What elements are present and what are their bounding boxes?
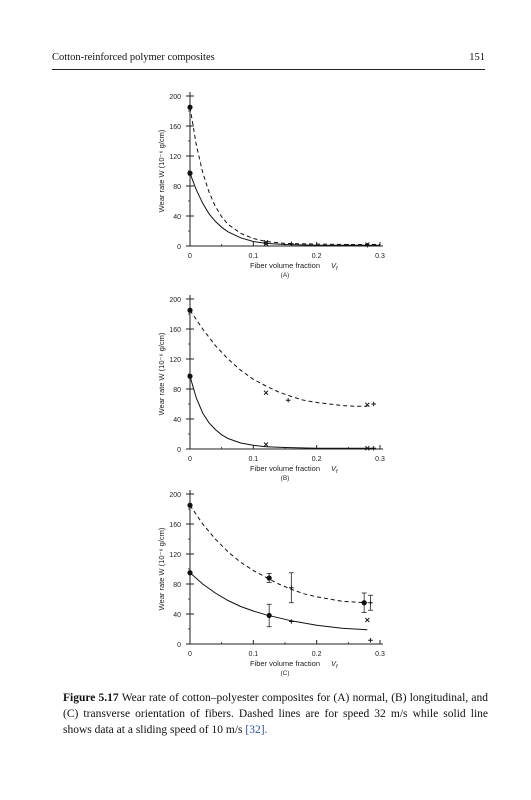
y-tick-label: 0	[177, 244, 181, 251]
y-tick-label: 40	[173, 612, 181, 619]
y-tick-label: 160	[169, 327, 181, 334]
series-line-solid	[190, 173, 380, 245]
data-point-plus	[286, 398, 291, 403]
data-point-plus	[289, 241, 294, 246]
x-tick-label: 0.1	[248, 456, 259, 463]
y-tick-label: 120	[169, 154, 181, 161]
y-tick-label: 80	[173, 184, 181, 191]
caption-text: Wear rate of cotton–polyester composites for (A) normal, (B) longitudinal, and (C) transverse orientation of fibers. Dashed lines are for speed 32 m/s while solid line shows data at a sliding speed of 10 m/s	[63, 692, 488, 736]
x-tick-label: 0.1	[248, 253, 259, 260]
y-tick-label: 200	[169, 492, 181, 499]
x-tick-label: 0	[188, 651, 192, 658]
series-line-solid	[190, 376, 374, 448]
data-point-dot	[187, 105, 192, 110]
y-tick-label: 120	[169, 552, 181, 559]
data-point-cross	[264, 443, 268, 447]
series-line-dashed	[190, 310, 367, 406]
x-axis-label-symbol: V	[331, 464, 337, 473]
x-tick-label: 0.3	[375, 253, 385, 260]
y-tick-label: 160	[169, 124, 181, 131]
data-point-plus	[368, 638, 373, 643]
x-tick-label: 0	[188, 456, 192, 463]
reference-link[interactable]: [32].	[245, 724, 268, 736]
x-axis-label: Fiber volume fraction	[249, 261, 321, 270]
figure-label: Figure 5.17	[63, 692, 119, 704]
figure-caption	[63, 690, 488, 738]
data-point-plus	[368, 600, 373, 605]
data-point-dot	[362, 600, 367, 605]
x-tick-label: 0	[188, 253, 192, 260]
data-point-dot	[187, 374, 192, 379]
data-point-dot	[187, 503, 192, 508]
x-axis-label-subscript: f	[336, 664, 338, 670]
x-axis-label-subscript: f	[336, 469, 338, 475]
data-point-plus	[371, 402, 376, 407]
y-tick-label: 0	[177, 642, 181, 649]
x-axis-label: Fiber volume fraction	[249, 659, 321, 668]
x-tick-label: 0.3	[375, 456, 385, 463]
data-point-plus	[365, 243, 370, 248]
y-tick-label: 200	[169, 297, 181, 304]
x-tick-label: 0.1	[248, 651, 259, 658]
y-axis-label: Wear rate W (10⁻⁶ g/cm)	[157, 332, 166, 416]
data-point-dot	[267, 575, 272, 580]
x-tick-label: 0.2	[311, 456, 322, 463]
data-point-plus	[289, 619, 294, 624]
y-tick-label: 120	[169, 357, 181, 364]
running-head-title: Cotton-reinforced polymer composites	[52, 52, 215, 63]
data-point-dot	[187, 171, 192, 176]
data-point-cross	[365, 403, 369, 407]
x-axis-label-subscript: f	[336, 266, 338, 272]
y-tick-label: 160	[169, 522, 181, 529]
panel-label: (B)	[280, 475, 290, 482]
data-point-cross	[264, 391, 268, 395]
data-point-dot	[187, 308, 192, 313]
data-point-cross	[365, 618, 369, 622]
y-tick-label: 80	[173, 582, 181, 589]
x-axis-label: Fiber volume fraction	[249, 464, 321, 473]
x-tick-label: 0.2	[311, 651, 322, 658]
y-tick-label: 40	[173, 214, 181, 221]
panel-label: (A)	[280, 272, 290, 279]
data-point-dot	[267, 613, 272, 618]
series-line-dashed	[190, 505, 367, 603]
x-axis-label-symbol: V	[331, 659, 337, 668]
y-axis-label: Wear rate W (10⁻⁶ g/cm)	[157, 527, 166, 611]
panel-label: (C)	[280, 670, 290, 677]
data-point-dot	[187, 570, 192, 575]
x-tick-label: 0.3	[375, 651, 385, 658]
y-tick-label: 200	[169, 94, 181, 101]
x-axis-label-symbol: V	[331, 261, 337, 270]
x-tick-label: 0.2	[311, 253, 322, 260]
y-tick-label: 0	[177, 447, 181, 454]
data-point-plus	[371, 446, 376, 451]
y-tick-label: 80	[173, 387, 181, 394]
y-tick-label: 40	[173, 417, 181, 424]
y-axis-label: Wear rate W (10⁻⁶ g/cm)	[157, 129, 166, 213]
page-number: 151	[469, 52, 485, 63]
